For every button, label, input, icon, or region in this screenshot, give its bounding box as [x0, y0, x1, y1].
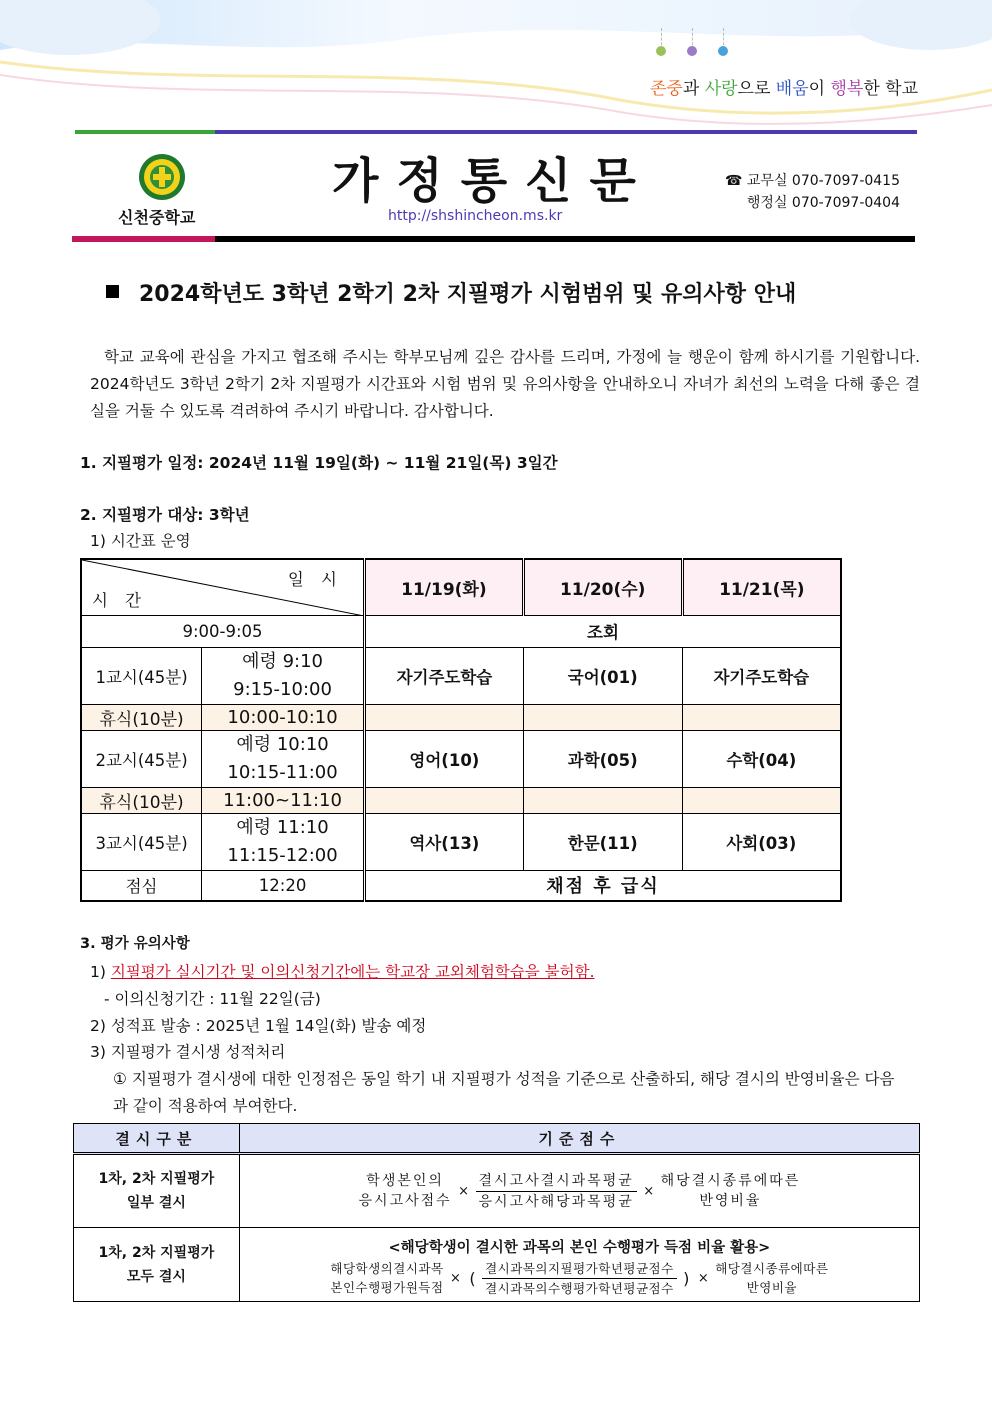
header-bottom-rule-black: [215, 236, 915, 242]
subject-cell: 사회(03): [682, 813, 841, 870]
section-2-target: 2. 지필평가 대상: 3학년: [80, 506, 250, 524]
note-2: 2) 성적표 발송 : 2025년 1월 14일(화) 발송 예정: [90, 1017, 427, 1035]
formula-full-absence: <해당학생이 결시한 과목의 본인 수행평가 득점 비율 활용> 해당학생의결시과목 본인수행평가원득점 × ( $\frac{\text{결시과목의지필평가학년평균점수}}{\text{결시과목의수행평가학년평균점수}}$ ) × 해당결시종류에따른 반영비율: [239, 1228, 919, 1302]
phone-icon: ☎: [724, 173, 743, 189]
dot-green: [656, 46, 666, 56]
morning-label: 조회: [364, 615, 841, 647]
header-top-rule-blue: [215, 130, 917, 134]
slogan-part: 과: [682, 79, 705, 99]
header-top-rule: [75, 130, 215, 134]
col-header: 결시구분: [74, 1124, 240, 1154]
notice-heading: 2024학년도 3학년 2학기 2차 지필평가 시험범위 및 유의사항 안내: [106, 277, 796, 308]
slogan-part: 행복: [830, 79, 864, 99]
row-label: 1차, 2차 지필평가 일부 결시: [74, 1154, 240, 1228]
period-label: 2교시(45분): [81, 730, 202, 787]
subject-cell: 국어(01): [523, 647, 682, 704]
note-3-detail: ① 지필평가 결시생에 대한 인정점은 동일 학기 내 지필평가 성적을 기준으로 산출하되, 해당 결시의 반영비율은 다음과 같이 적용하여 부여한다.: [113, 1070, 895, 1115]
row-label: 1차, 2차 지필평가 모두 결시: [74, 1228, 240, 1302]
timetable-corner: 일 시 시 간: [81, 559, 364, 615]
period-time: 예령 11:10 11:15-12:00: [202, 813, 365, 870]
slogan-part: 배움: [775, 79, 809, 99]
period-time: 예령 9:10 9:15-10:00: [202, 647, 365, 704]
note-3: 3) 지필평가 결시생 성적처리: [90, 1043, 286, 1061]
slogan-part: 한 학교: [863, 79, 919, 99]
period-label: 3교시(45분): [81, 813, 202, 870]
section-1-schedule: 1. 지필평가 일정: 2024년 11월 19일(화) ~ 11월 21일(목) 3일간: [80, 454, 558, 472]
subject-cell: 영어(10): [364, 730, 523, 787]
timetable: [80, 558, 842, 902]
section-3-heading: 3. 평가 유의사항: [80, 936, 190, 952]
contact-info: [722, 170, 900, 214]
subject-cell: 역사(13): [364, 813, 523, 870]
break-time: 10:00-10:10: [202, 704, 365, 730]
break-label: 휴식(10분): [81, 787, 202, 813]
period-time: 예령 10:10 10:15-11:00: [202, 730, 365, 787]
break-label: 휴식(10분): [81, 704, 202, 730]
note-1: 1) 지필평가 실시기간 및 이의신청기간에는 학교장 교외체험학습을 불허함.: [90, 963, 595, 981]
school-name: 신천중학교: [118, 208, 196, 227]
lunch-label: 점심: [81, 870, 202, 901]
contact-line1: 교무실 070-7097-0415: [746, 173, 900, 189]
dot-blue: [718, 46, 728, 56]
header-background: [0, 0, 992, 135]
day-header: 11/21(목): [682, 559, 841, 615]
school-logo: [138, 153, 186, 201]
subject-cell: 한문(11): [523, 813, 682, 870]
school-url-link[interactable]: http://shshincheon.ms.kr: [388, 208, 563, 224]
subject-cell: 과학(05): [523, 730, 682, 787]
slogan-part: 존중: [650, 79, 683, 99]
slogan-part: 으로: [737, 79, 776, 99]
period-label: 1교시(45분): [81, 647, 202, 704]
note-1-sub: - 이의신청기간 : 11월 22일(금): [104, 990, 321, 1008]
section-2-subtitle: 1) 시간표 운영: [90, 532, 191, 550]
absence-score-table: [73, 1123, 920, 1302]
lunch-note: 채점 후 급식: [364, 870, 841, 901]
square-bullet-icon: [106, 285, 119, 298]
morning-time: 9:00-9:05: [81, 615, 364, 647]
lunch-time: 12:20: [202, 870, 365, 901]
dot-purple: [687, 46, 697, 56]
contact-line2: 행정실 070-7097-0404: [746, 195, 900, 211]
formula-partial-absence: 학생본인의 응시고사점수 × $\frac{\text{결시고사결시과목평균}}{\text{응시고사해당과목평균}}$ × 해당결시종류에따른 반영비율: [239, 1154, 919, 1228]
day-header: 11/20(수): [523, 559, 682, 615]
subject-cell: 자기주도학습: [364, 647, 523, 704]
subject-cell: 수학(04): [682, 730, 841, 787]
col-header: 기준점수: [239, 1124, 919, 1154]
break-time: 11:00~11:10: [202, 787, 365, 813]
slogan-part: 이: [808, 79, 831, 99]
intro-paragraph: 학교 교육에 관심을 가지고 협조해 주시는 학부모님께 깊은 감사를 드리며, 가정에 늘 행운이 함께 하시기를 기원합니다. 2024학년도 3학년 2학기 2차 지필평가 시간표와 시험 범위 및 유의사항을 안내하오니 자녀가 최선의 노력을 다해 좋은 결실을 거둘 수 있도록 격려하여 주시기 바랍니다. 감사합니다.: [90, 348, 920, 420]
header-bottom-rule: [72, 236, 215, 242]
day-header: 11/19(화): [364, 559, 523, 615]
school-slogan: [650, 74, 918, 99]
note-1-warning: 지필평가 실시기간 및 이의신청기간에는 학교장 교외체험학습을 불허함.: [110, 963, 595, 981]
slogan-part: 사랑: [704, 79, 738, 99]
subject-cell: 자기주도학습: [682, 647, 841, 704]
page-title: 가정통신문: [332, 153, 654, 209]
